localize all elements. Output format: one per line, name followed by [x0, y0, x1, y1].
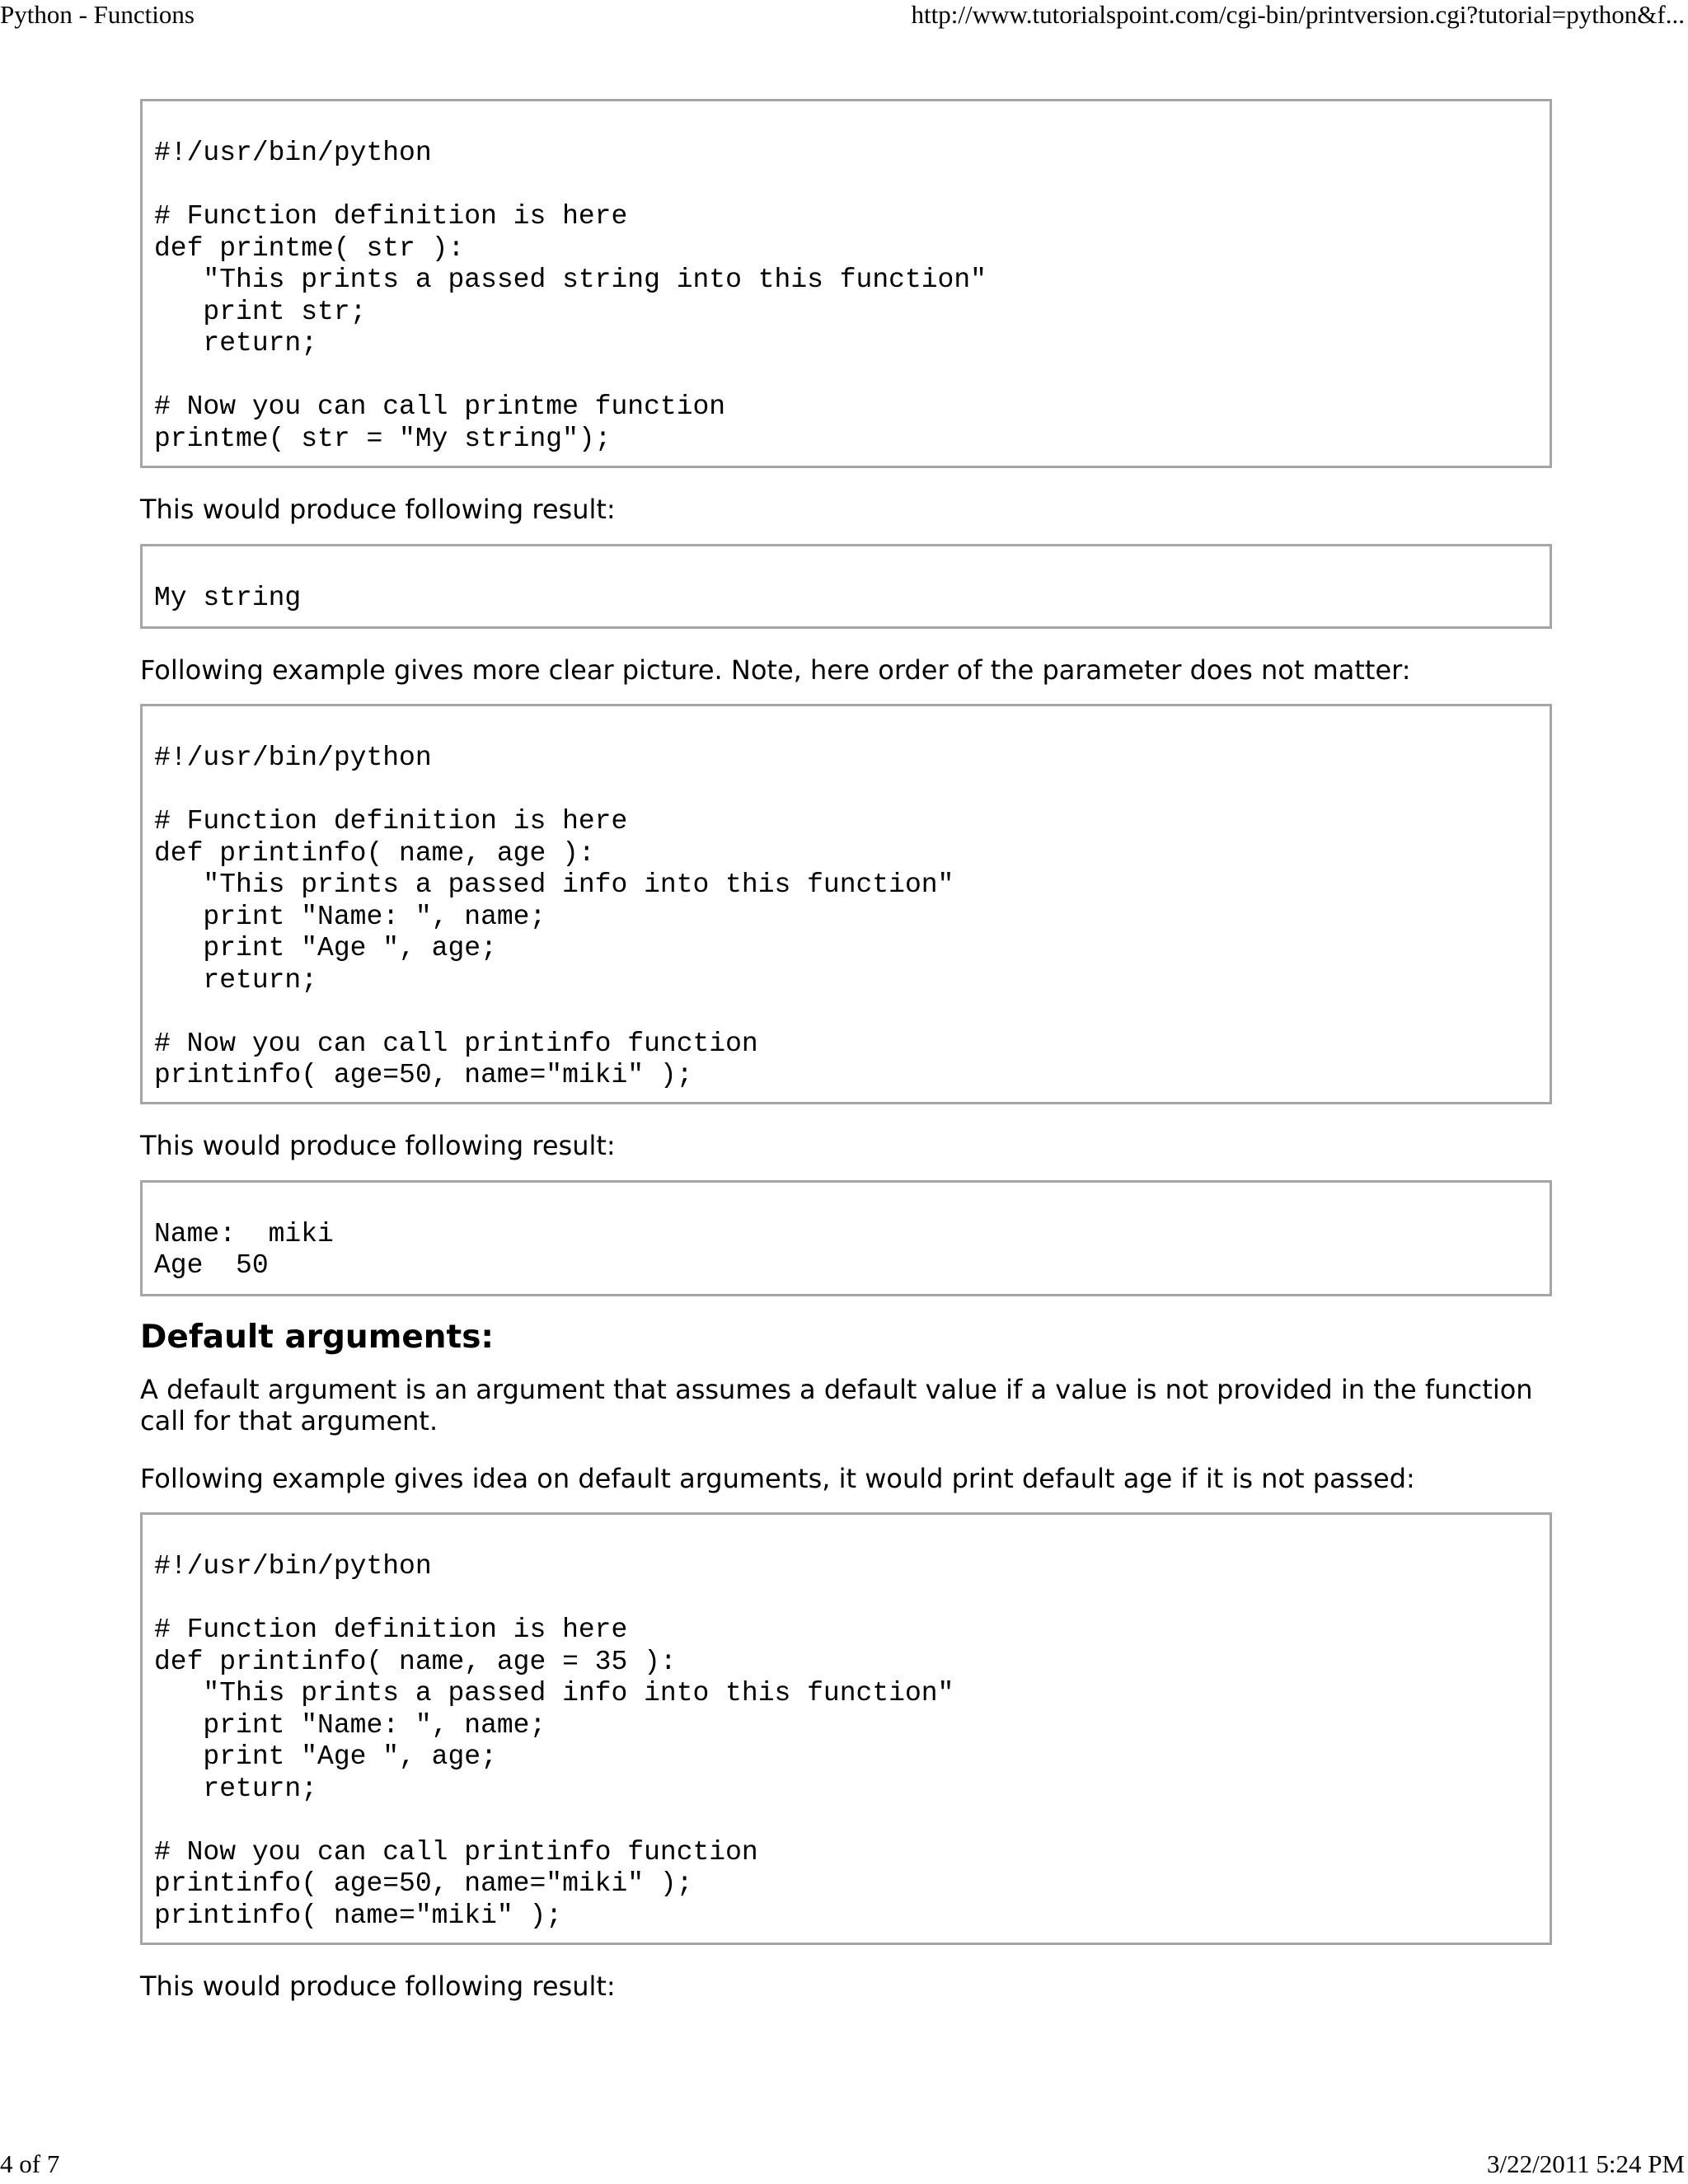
code-line: [154, 1805, 1538, 1837]
code-line: "This prints a passed info into this function": [154, 869, 954, 900]
code-line: #!/usr/bin/python: [154, 1551, 432, 1582]
code-block-printme: [140, 99, 1552, 468]
code-block-default-args: [140, 1512, 1552, 1945]
default-argument-example-intro: Following example gives idea on default arguments, it would print default age if it is not passed:: [140, 1462, 1415, 1494]
code-line: "This prints a passed info into this function": [154, 1678, 954, 1708]
code-line: printinfo( age=50, name="miki" );: [154, 1868, 693, 1899]
code-line: printme( str = "My string");: [154, 423, 612, 454]
print-header-url: http://www.tutorialspoint.com/cgi-bin/printversion.cgi?tutorial=python&f...: [911, 0, 1685, 29]
code-line: print str;: [154, 296, 367, 327]
code-line: return;: [154, 328, 318, 359]
code-line: def printinfo( name, age = 35 ):: [154, 1646, 677, 1677]
section-heading-default-arguments: Default arguments:: [140, 1318, 494, 1356]
page-content: [140, 99, 1552, 2003]
code-line: [154, 996, 1538, 1029]
code-line: # Now you can call printinfo function: [154, 1836, 758, 1868]
output-block-printme: [140, 544, 1552, 629]
print-footer-page-number: 4 of 7: [0, 2149, 60, 2178]
code-line: #!/usr/bin/python: [154, 138, 432, 168]
output-block-printinfo: [140, 1180, 1552, 1296]
result-intro-3: This would produce following result:: [140, 1971, 616, 2002]
code-line: # Function definition is here: [154, 1615, 628, 1645]
code-line: # Function definition is here: [154, 201, 628, 232]
print-footer-datetime: 3/22/2011 5:24 PM: [1487, 2149, 1685, 2178]
code-line: [154, 360, 1538, 392]
code-line: def printme( str ):: [154, 232, 465, 264]
code-line: printinfo( name="miki" );: [154, 1900, 563, 1931]
result-intro-2: This would produce following result:: [140, 1130, 616, 1161]
code-line: printinfo( age=50, name="miki" );: [154, 1060, 693, 1090]
print-header-title: Python - Functions: [0, 0, 195, 29]
default-argument-definition: A default argument is an argument that assumes a default value if a value is not provided in the function call for that argument.: [140, 1373, 1533, 1436]
code-line: print "Age ", age;: [154, 1741, 497, 1772]
example-intro-order: Following example gives more clear picture. Note, here order of the parameter does not matter:: [140, 654, 1411, 686]
output-line: My string: [154, 582, 302, 613]
code-line: [154, 1583, 1538, 1615]
code-line: # Now you can call printme function: [154, 391, 726, 422]
code-line: #!/usr/bin/python: [154, 743, 432, 773]
code-line: def printinfo( name, age ):: [154, 837, 595, 869]
code-line: "This prints a passed string into this function": [154, 265, 987, 295]
code-line: print "Name: ", name;: [154, 901, 546, 932]
code-block-printinfo: [140, 704, 1552, 1104]
code-line: # Function definition is here: [154, 806, 628, 837]
code-line: print "Name: ", name;: [154, 1709, 546, 1741]
code-line: return;: [154, 1773, 318, 1804]
output-line: Name: miki: [154, 1218, 334, 1249]
result-intro-1: This would produce following result:: [140, 494, 616, 525]
code-line: print "Age ", age;: [154, 933, 497, 963]
code-line: return;: [154, 964, 318, 996]
code-line: # Now you can call printinfo function: [154, 1028, 758, 1059]
output-line: Age 50: [154, 1250, 269, 1281]
code-line: [154, 775, 1538, 807]
code-line: [154, 170, 1538, 202]
